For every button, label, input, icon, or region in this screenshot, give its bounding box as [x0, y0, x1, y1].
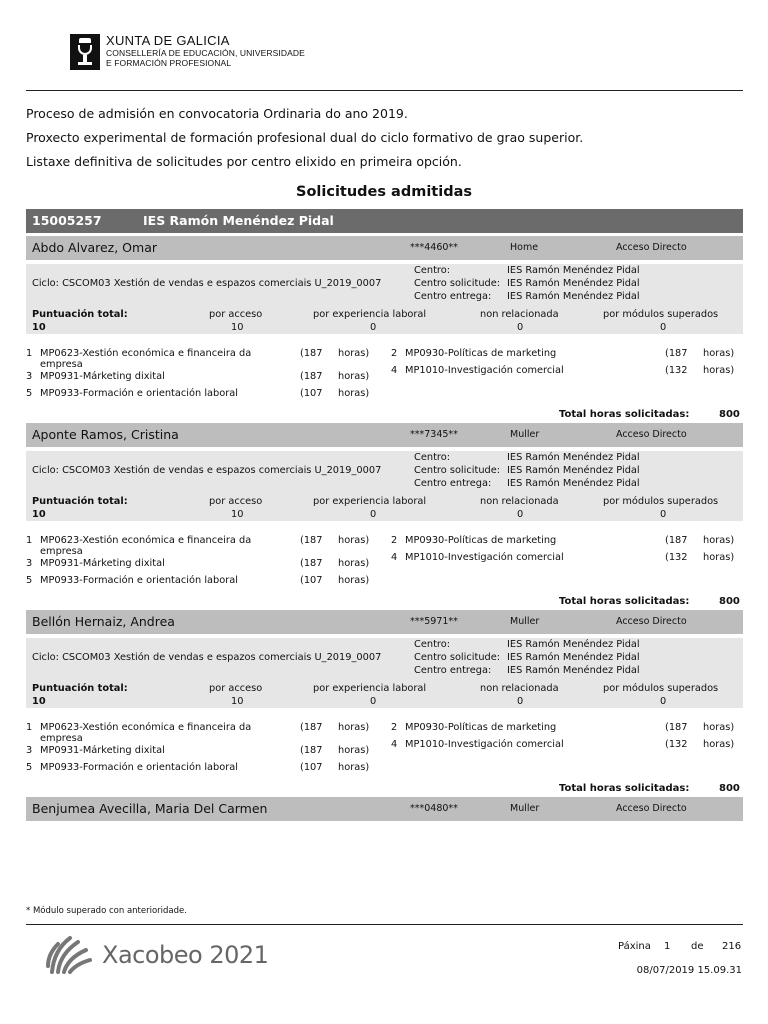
applicant-sex: Muller — [510, 616, 540, 627]
centro-solicitude-label: Centro solicitude: — [414, 465, 501, 476]
por-modulos-label: por módulos superados — [603, 683, 719, 694]
module-hours-unit: horas) — [338, 575, 370, 586]
applicant-name: Benjumea Avecilla, Maria Del Carmen — [32, 801, 268, 816]
centro-entrega-label: Centro entrega: — [414, 291, 492, 302]
module-name: MP0931-Márketing dixital — [40, 371, 165, 382]
access-type: Acceso Directo — [616, 616, 687, 627]
centro-entrega-value: IES Ramón Menéndez Pidal — [507, 478, 640, 489]
footnote: * Módulo superado con anterioridade. — [26, 906, 187, 916]
module-number: 3 — [26, 371, 33, 382]
module-hours-unit: horas) — [703, 552, 735, 563]
module-hours: (187 — [300, 348, 323, 359]
non-relacionada-label: non relacionada — [480, 496, 559, 507]
puntuacion-total-label: Puntuación total: — [32, 309, 128, 320]
ciclo-label: Ciclo: CSCOM03 Xestión de vendas e espazos comerciais U_2019_0007 — [32, 278, 382, 289]
module-hours-unit: horas) — [338, 558, 370, 569]
org-name: XUNTA DE GALICIA — [106, 33, 230, 48]
module-name-cont: empresa — [40, 546, 83, 557]
module-name: MP0623-Xestión económica e financeira da — [40, 535, 252, 546]
por-modulos-label: por módulos superados — [603, 496, 719, 507]
applicant-id: ***7345** — [410, 429, 458, 440]
applicant-detail — [26, 638, 743, 708]
centro-entrega-label: Centro entrega: — [414, 665, 492, 676]
por-modulos-label: por módulos superados — [603, 309, 719, 320]
module-number: 1 — [26, 535, 33, 546]
module-hours: (187 — [665, 348, 688, 359]
module-hours: (132 — [665, 739, 688, 750]
centro-entrega-value: IES Ramón Menéndez Pidal — [507, 665, 640, 676]
puntuacion-total-value: 10 — [32, 322, 46, 333]
puntuacion-total-label: Puntuación total: — [32, 496, 128, 507]
module-name-cont: empresa — [40, 733, 83, 744]
module-hours-unit: horas) — [703, 739, 735, 750]
centro-entrega-label: Centro entrega: — [414, 478, 492, 489]
module-hours-unit: horas) — [338, 535, 370, 546]
applicant-name-bar — [26, 236, 743, 260]
module-hours: (187 — [300, 722, 323, 733]
module-number: 5 — [26, 762, 33, 773]
centro-solicitude-value: IES Ramón Menéndez Pidal — [507, 652, 640, 663]
applicant-sex: Muller — [510, 429, 540, 440]
por-experiencia-value: 0 — [370, 696, 377, 707]
module-hours: (132 — [665, 365, 688, 376]
module-number: 2 — [391, 535, 398, 546]
por-modulos-value: 0 — [660, 696, 667, 707]
dept-line-1: CONSELLERÍA DE EDUCACIÓN, UNIVERSIDADE — [106, 48, 305, 58]
module-name: MP0623-Xestión económica e financeira da — [40, 348, 252, 359]
module-name: MP0931-Márketing dixital — [40, 745, 165, 756]
module-number: 4 — [391, 739, 398, 750]
center-header — [26, 209, 743, 233]
module-hours-unit: horas) — [338, 388, 370, 399]
module-hours-unit: horas) — [703, 722, 735, 733]
module-hours: (107 — [300, 388, 323, 399]
access-type: Acceso Directo — [616, 242, 687, 253]
ciclo-label: Ciclo: CSCOM03 Xestión de vendas e espazos comerciais U_2019_0007 — [32, 652, 382, 663]
module-hours-unit: horas) — [703, 535, 735, 546]
module-name: MP0623-Xestión económica e financeira da — [40, 722, 252, 733]
module-hours-unit: horas) — [338, 762, 370, 773]
xunta-logo — [70, 34, 305, 70]
total-horas-label: Total horas solicitadas: — [559, 596, 690, 607]
applicant-sex: Muller — [510, 803, 540, 814]
module-number: 1 — [26, 348, 33, 359]
module-hours: (187 — [665, 535, 688, 546]
por-modulos-value: 0 — [660, 322, 667, 333]
por-acceso-label: por acceso — [209, 496, 263, 507]
module-name: MP1010-Investigación comercial — [405, 739, 564, 750]
module-hours-unit: horas) — [703, 365, 735, 376]
module-number: 5 — [26, 575, 33, 586]
por-experiencia-value: 0 — [370, 322, 377, 333]
page-total: 216 — [722, 941, 742, 952]
access-type: Acceso Directo — [616, 429, 687, 440]
centro-value: IES Ramón Menéndez Pidal — [507, 265, 640, 276]
module-name: MP0930-Políticas de marketing — [405, 722, 557, 733]
module-hours: (187 — [300, 558, 323, 569]
module-hours: (132 — [665, 552, 688, 563]
total-horas-value: 800 — [719, 409, 740, 420]
non-relacionada-value: 0 — [517, 696, 524, 707]
page-of: de — [691, 941, 704, 952]
xacobeo-text: Xacobeo 2021 — [102, 941, 269, 969]
centro-label: Centro: — [414, 452, 451, 463]
footer-divider — [26, 924, 743, 925]
module-hours: (107 — [300, 762, 323, 773]
intro-line-1: Proceso de admisión en convocatoria Ordinaria do ano 2019. — [26, 106, 408, 121]
applicant-id: ***0480** — [410, 803, 458, 814]
module-name: MP1010-Investigación comercial — [405, 552, 564, 563]
module-hours-unit: horas) — [703, 348, 735, 359]
module-hours-unit: horas) — [338, 745, 370, 756]
module-name: MP0933-Formación e orientación laboral — [40, 762, 239, 773]
module-name: MP0930-Políticas de marketing — [405, 348, 557, 359]
non-relacionada-label: non relacionada — [480, 309, 559, 320]
module-number: 2 — [391, 722, 398, 733]
center-name: IES Ramón Menéndez Pidal — [143, 213, 334, 228]
module-number: 2 — [391, 348, 398, 359]
module-list — [26, 535, 743, 595]
puntuacion-total-value: 10 — [32, 509, 46, 520]
applicant-id: ***5971** — [410, 616, 458, 627]
dept-line-2: E FORMACIÓN PROFESIONAL — [106, 58, 232, 68]
module-name: MP0931-Márketing dixital — [40, 558, 165, 569]
module-name-cont: empresa — [40, 359, 83, 370]
module-hours-unit: horas) — [338, 371, 370, 382]
module-hours: (187 — [300, 535, 323, 546]
module-number: 4 — [391, 365, 398, 376]
xacobeo-logo — [44, 932, 268, 978]
por-acceso-label: por acceso — [209, 309, 263, 320]
por-acceso-value: 10 — [231, 322, 244, 333]
total-horas-value: 800 — [719, 596, 740, 607]
centro-label: Centro: — [414, 639, 451, 650]
centro-solicitude-label: Centro solicitude: — [414, 652, 501, 663]
applicant-name: Abdo Alvarez, Omar — [32, 240, 157, 255]
module-list — [26, 722, 743, 782]
por-acceso-label: por acceso — [209, 683, 263, 694]
access-type: Acceso Directo — [616, 803, 687, 814]
puntuacion-total-label: Puntuación total: — [32, 683, 128, 694]
applicant-id: ***4460** — [410, 242, 458, 253]
module-number: 3 — [26, 558, 33, 569]
non-relacionada-value: 0 — [517, 322, 524, 333]
applicant-detail — [26, 451, 743, 521]
por-experiencia-value: 0 — [370, 509, 377, 520]
applicant-name-bar — [26, 797, 743, 821]
intro-line-3: Listaxe definitiva de solicitudes por centro elixido en primeira opción. — [26, 154, 462, 169]
page-title: Solicitudes admitidas — [296, 184, 472, 200]
module-name: MP0933-Formación e orientación laboral — [40, 388, 239, 399]
module-hours: (187 — [300, 745, 323, 756]
non-relacionada-label: non relacionada — [480, 683, 559, 694]
centro-entrega-value: IES Ramón Menéndez Pidal — [507, 291, 640, 302]
header-divider — [26, 90, 743, 91]
intro-line-2: Proxecto experimental de formación profesional dual do ciclo formativo de grao superior. — [26, 130, 584, 145]
applicant-name: Bellón Hernaiz, Andrea — [32, 614, 175, 629]
por-acceso-value: 10 — [231, 696, 244, 707]
total-horas-value: 800 — [719, 783, 740, 794]
por-experiencia-label: por experiencia laboral — [313, 496, 427, 507]
por-modulos-value: 0 — [660, 509, 667, 520]
total-horas-label: Total horas solicitadas: — [559, 783, 690, 794]
non-relacionada-value: 0 — [517, 509, 524, 520]
center-code: 15005257 — [32, 213, 102, 228]
por-experiencia-label: por experiencia laboral — [313, 309, 427, 320]
centro-solicitude-label: Centro solicitude: — [414, 278, 501, 289]
page-number: 1 — [664, 941, 671, 952]
print-timestamp: 08/07/2019 15.09.31 — [636, 965, 742, 976]
page-label: Páxina — [618, 941, 651, 952]
centro-solicitude-value: IES Ramón Menéndez Pidal — [507, 465, 640, 476]
centro-label: Centro: — [414, 265, 451, 276]
module-number: 1 — [26, 722, 33, 733]
module-hours: (187 — [665, 722, 688, 733]
centro-value: IES Ramón Menéndez Pidal — [507, 452, 640, 463]
por-experiencia-label: por experiencia laboral — [313, 683, 427, 694]
centro-value: IES Ramón Menéndez Pidal — [507, 639, 640, 650]
module-list — [26, 348, 743, 408]
module-hours-unit: horas) — [338, 722, 370, 733]
module-name: MP0933-Formación e orientación laboral — [40, 575, 239, 586]
xunta-logo-text — [106, 34, 305, 68]
applicant-name-bar — [26, 610, 743, 634]
total-horas-label: Total horas solicitadas: — [559, 409, 690, 420]
ciclo-label: Ciclo: CSCOM03 Xestión de vendas e espazos comerciais U_2019_0007 — [32, 465, 382, 476]
module-hours: (187 — [300, 371, 323, 382]
module-hours: (107 — [300, 575, 323, 586]
scallop-shell-icon — [44, 932, 94, 978]
module-number: 4 — [391, 552, 398, 563]
applicant-sex: Home — [510, 242, 539, 253]
applicant-name-bar — [26, 423, 743, 447]
applicant-detail — [26, 264, 743, 334]
module-name: MP0930-Políticas de marketing — [405, 535, 557, 546]
module-number: 3 — [26, 745, 33, 756]
module-number: 5 — [26, 388, 33, 399]
xunta-emblem-icon — [70, 34, 100, 70]
module-name: MP1010-Investigación comercial — [405, 365, 564, 376]
centro-solicitude-value: IES Ramón Menéndez Pidal — [507, 278, 640, 289]
puntuacion-total-value: 10 — [32, 696, 46, 707]
module-hours-unit: horas) — [338, 348, 370, 359]
por-acceso-value: 10 — [231, 509, 244, 520]
applicant-name: Aponte Ramos, Cristina — [32, 427, 179, 442]
